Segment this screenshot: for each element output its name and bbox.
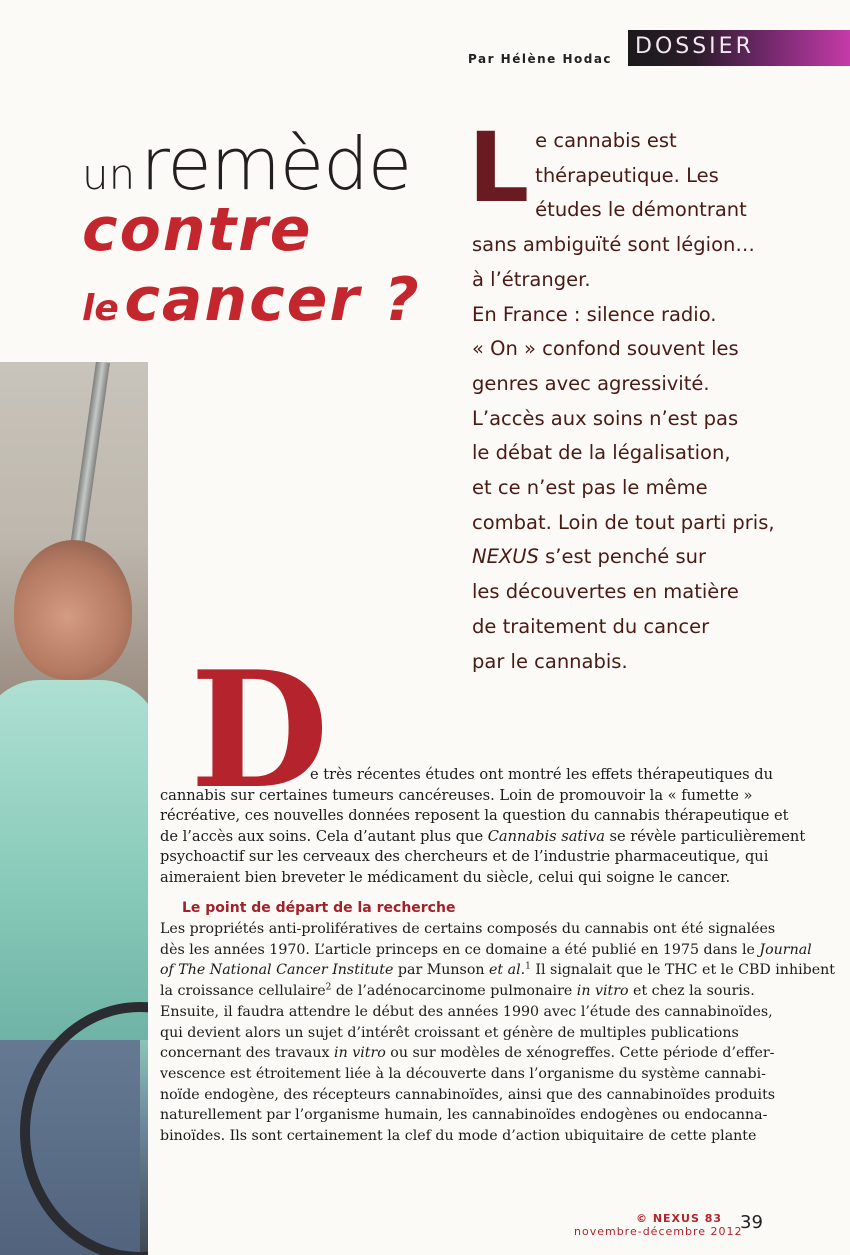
lead-line: psychoactif sur les cerveaux des chercheurs et de l’industrie pharmaceutique, qui <box>160 848 769 866</box>
intro-line: par le cannabis. <box>472 649 628 673</box>
author-byline: Par Hélène Hodac <box>468 52 613 66</box>
body-line: Les propriétés anti-prolifératives de certains composés du cannabis ont été signalées <box>160 921 776 937</box>
body-line <box>160 981 800 1002</box>
nexus-wordmark: NEXUS <box>472 545 539 569</box>
photo-torso <box>0 680 148 1040</box>
title-line-1 <box>82 122 412 206</box>
lead-text: de l’accès aux soins. Cela d’autant plus que <box>160 827 488 845</box>
rubric-label: DOSSIER <box>635 34 754 59</box>
intro-line: « On » confond souvent les <box>472 337 739 361</box>
intro-nexus-rest: s’est penché sur <box>538 545 707 569</box>
title-word-le: le <box>82 288 119 329</box>
lead-paragraph <box>160 765 806 889</box>
intro-dropcap: L <box>468 112 530 224</box>
intro-line: e cannabis est <box>535 129 677 152</box>
intro-line: le débat de la légalisation, <box>472 441 731 465</box>
body-text: et chez la souris. <box>628 983 755 1000</box>
lead-line: récréative, ces nouvelles données reposent la question du cannabis thérapeutique et <box>160 807 789 825</box>
lead-dropcap: D <box>190 636 329 824</box>
footnote-ref: 1 <box>525 961 531 972</box>
body-text: la croissance cellulaire <box>160 983 326 1000</box>
intro-line: de traitement du cancer <box>472 614 710 638</box>
rubric-banner <box>628 30 850 66</box>
photo-head <box>14 540 132 680</box>
in-vitro: in vitro <box>334 1045 386 1062</box>
lead-species: Cannabis sativa <box>487 827 605 845</box>
body-line: qui devient alors un sujet d’intérêt croissant et génère de multiples publications <box>160 1024 739 1041</box>
lead-line: aimeraient bien breveter le médicament du siècle, celui qui soigne le cancer. <box>160 868 731 886</box>
body-line: noïde endogène, des récepteurs cannabinoïdes, ainsi que des cannabinoïdes produits <box>160 1086 776 1103</box>
intro-line: En France : silence radio. <box>472 302 717 326</box>
intro-line: thérapeutique. Les <box>535 163 719 187</box>
body-line: binoïdes. Ils sont certainement la clef du mode d’action ubiquitaire de cette plante <box>160 1128 757 1145</box>
body-text: ou sur modèles de xénogreffes. Cette période d’effer- <box>385 1045 775 1062</box>
title-line-3 <box>82 265 421 335</box>
title-word-cancer: cancer ? <box>124 265 421 335</box>
body-text: Il signalait que le THC et le CBD inhibent <box>530 962 835 979</box>
body-text: de l’adénocarcinome pulmonaire <box>331 983 577 1000</box>
journal-title: of The National Cancer Institute <box>160 962 394 979</box>
lead-line: e très récentes études ont montré les effets thérapeutiques du <box>310 766 773 783</box>
title-line-2: contre <box>82 195 313 265</box>
intro-line: les découvertes en matière <box>472 580 739 604</box>
body-line: Ensuite, il faudra attendre le début des années 1990 avec l’étude des cannabinoïdes, <box>160 1003 773 1020</box>
photo-pole <box>68 362 110 561</box>
lead-line: cannabis sur certaines tumeurs cancéreuses. Loin de promouvoir la « fumette » <box>160 786 753 804</box>
intro-line: L’accès aux soins n’est pas <box>472 406 739 430</box>
body-text: concernant des travaux <box>160 1045 335 1062</box>
body-line <box>160 960 835 981</box>
et-al: et al. <box>489 962 526 979</box>
body-line: vescence est étroitement liée à la découverte dans l’organisme du système cannabi- <box>160 1065 766 1082</box>
intro-line: genres avec agressivité. <box>472 371 710 395</box>
journal-title: Journal <box>759 941 812 958</box>
intro-paragraph <box>468 112 832 679</box>
lead-line <box>160 827 806 848</box>
body-line: naturellement par l’organisme humain, les cannabinoïdes endogènes ou endocanna- <box>160 1107 768 1124</box>
section-body <box>160 919 835 1147</box>
intro-line: à l’étranger. <box>472 267 591 291</box>
intro-line-nexus <box>472 540 832 575</box>
title-word-un: un <box>82 150 136 199</box>
page-number: 39 <box>740 1212 763 1233</box>
lead-text: se révèle particulièrement <box>604 827 806 845</box>
in-vitro: in vitro <box>576 983 629 1000</box>
section-heading: Le point de départ de la recherche <box>182 900 456 916</box>
body-line <box>160 940 812 961</box>
footnote-ref: 2 <box>325 982 332 993</box>
patient-photo <box>0 362 148 1255</box>
body-line <box>160 1043 800 1064</box>
intro-line: combat. Loin de tout parti pris, <box>472 510 775 534</box>
body-text: par Munson <box>393 962 490 979</box>
footer-magazine: © NEXUS 83 <box>636 1212 723 1225</box>
footer-date: novembre-décembre 2012 <box>574 1225 743 1238</box>
intro-line: études le démontrant <box>535 198 747 222</box>
title-word-remede: remède <box>140 122 412 206</box>
body-text: dès les années 1970. L’article princeps en ce domaine a été publié en 1975 dans le <box>160 941 760 958</box>
intro-line: et ce n’est pas le même <box>472 476 708 500</box>
intro-line: sans ambiguïté sont légion… <box>472 233 755 257</box>
